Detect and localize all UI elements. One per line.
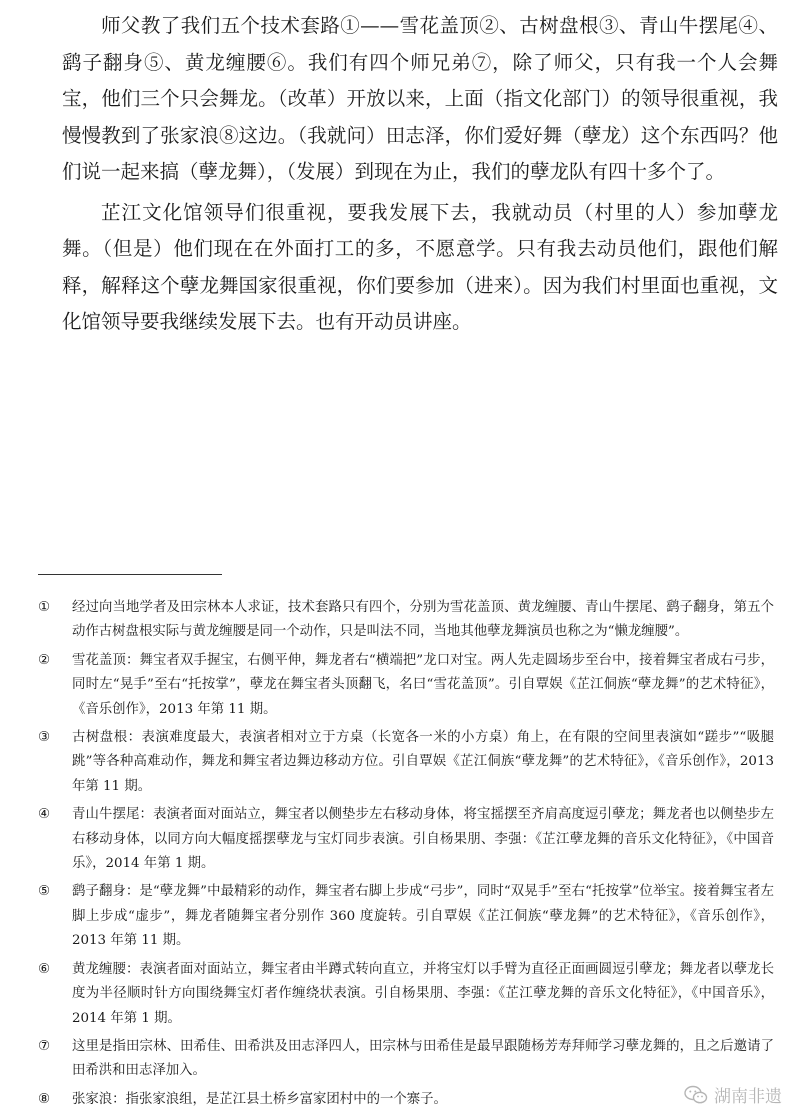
footnote (38, 803, 774, 876)
footnote-text: 经过向当地学者及田宗林本人求证，技术套路只有四个，分别为雪花盖顶、黄龙缠腰、青山牛摆尾、鹞子翻身，第五个动作古树盘根实际与黄龙缠腰是同一个动作，只是叫法不同，当地其他孽龙舞演员也称之为“懒龙缠腰”。 (72, 600, 774, 640)
footnote-text: 古树盘根：表演难度最大，表演者相对立于方桌（长宽各一米的小方桌）角上，在有限的空间里表演如“蹉步”“吸腿跳”等各种高难动作，舞龙和舞宝者边舞边移动方位。引自覃娱《芷江侗族“孽龙舞”的艺术特征》，《音乐创作》，2013 年第 11 期。 (72, 730, 774, 794)
main-text (62, 8, 778, 345)
footnote (38, 1088, 774, 1112)
footnote-marker: ⑦ (38, 1038, 51, 1054)
watermark-text: 湖南非遗 (714, 1087, 782, 1107)
footnote-marker: ④ (38, 807, 51, 823)
footnote-text: 这里是指田宗林、田希佳、田希洪及田志泽四人，田宗林与田希佳是最早跟随杨芳寿拜师学习孽龙舞的，且之后邀请了田希洪和田志泽加入。 (72, 1038, 774, 1079)
wechat-icon (684, 1085, 708, 1105)
footnote-marker: ③ (38, 730, 51, 746)
footnote-divider (38, 574, 222, 575)
footnote-text: 雪花盖顶：舞宝者双手握宝，右侧平伸，舞龙者右“横端把”龙口对宝。两人先走圆场步至台中，接着舞宝者成右弓步，同时左“晃手”至右“托按掌”，孽龙在舞宝者头顶翻飞，名曰“雪花盖顶”。引自覃娱《芷江侗族“孽龙舞”的艺术特征》，《音乐创作》，2013 年第 11 期。 (72, 652, 774, 717)
footnote-marker: ⑧ (38, 1091, 51, 1107)
footnote (38, 1035, 774, 1084)
footnote (38, 726, 774, 799)
footnote-marker: ① (38, 600, 51, 615)
paragraph: 芷江文化馆领导们很重视，要我发展下去，我就动员（村里的人）参加孽龙舞。（但是）他们现在在外面打工的多，不愿意学。只有我去动员他们，跟他们解释，解释这个孽龙舞国家很重视，你们要参加（进来）。因为我们村里面也重视，文化馆领导要我继续发展下去。也有开动员讲座。 (62, 200, 778, 333)
footnote (38, 958, 774, 1031)
watermark (684, 1082, 782, 1107)
footnote (38, 596, 774, 645)
footnote-marker: ⑤ (38, 884, 51, 900)
footnote (38, 649, 774, 722)
paragraph: 师父教了我们五个技术套路①——雪花盖顶②、古树盘根③、青山牛摆尾④、鹞子翻身⑤、黄龙缠腰⑥。我们有四个师兄弟⑦，除了师父，只有我一个人会舞宝，他们三个只会舞龙。（改革）开放以来，上面（指文化部门）的领导很重视，我慢慢教到了张家浪⑧这边。（我就问）田志泽，你们爱好舞（孽龙）这个东西吗？他们说一起来搞（孽龙舞），（发展）到现在为止，我们的孽龙队有四十多个了。 (62, 14, 778, 183)
footnote-marker: ⑥ (38, 961, 51, 977)
footnotes (38, 596, 774, 1116)
footnote-text: 张家浪：指张家浪组，是芷江县土桥乡富家团村中的一个寨子。 (72, 1091, 447, 1107)
footnote-text: 青山牛摆尾：表演者面对面站立，舞宝者以侧垫步左右移动身体，将宝摇摆至齐肩高度逗引孽龙；舞龙者也以侧垫步左右移动身体，以同方向大幅度摇摆孽龙与宝灯同步表演。引自杨果朋、李强：《芷江孽龙舞的音乐文化特征》，《中国音乐》，2014 年第 1 期。 (72, 807, 774, 872)
footnote-text: 鹞子翻身：是“孽龙舞”中最精彩的动作，舞宝者右脚上步成“弓步”，同时“双晃手”至右“托按掌”位举宝。接着舞宝者左脚上步成“虚步”，舞龙者随舞宝者分别作 360 度旋转。引自覃娱《芷江侗族“孽龙舞”的艺术特征》，《音乐创作》，2013 年第 11 期。 (72, 884, 774, 949)
footnote-text: 黄龙缠腰：表演者面对面站立，舞宝者由半蹲式转向直立，并将宝灯以手臂为直径正面画圆逗引孽龙；舞龙者以孽龙长度为半径顺时针方向围绕舞宝灯者作缠绕状表演。引自杨果朋、李强：《芷江孽龙舞的音乐文化特征》，《中国音乐》，2014 年第 1 期。 (72, 961, 774, 1026)
footnote (38, 880, 774, 953)
footnote-marker: ② (38, 652, 51, 668)
